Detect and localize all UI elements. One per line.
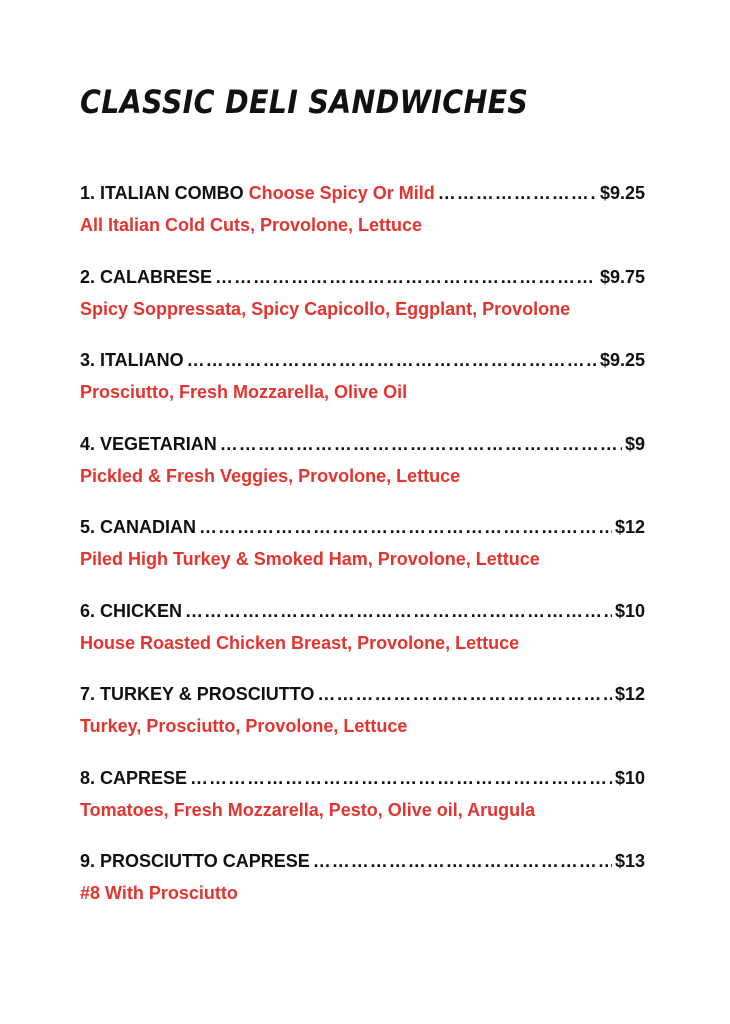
dot-leader: [190, 768, 612, 789]
item-name: 9. PROSCIUTTO CAPRESE: [80, 851, 310, 871]
item-name: 4. VEGETARIAN: [80, 433, 217, 454]
menu-title: CLASSIC DELI SANDWICHES: [80, 84, 529, 121]
dot-leader: [185, 601, 612, 622]
dot-leader: [438, 183, 597, 204]
item-price: $12: [614, 684, 645, 704]
item-line: [80, 601, 645, 633]
item-description: Pickled & Fresh Veggies, Provolone, Lettuce: [80, 465, 461, 486]
item-name: 8. CAPRESE: [80, 767, 188, 788]
dot-leader: [220, 434, 622, 455]
item-description: All Italian Cold Cuts, Provolone, Lettuce: [80, 215, 423, 235]
item-line: [80, 851, 645, 883]
item-line: [80, 267, 645, 299]
menu-item-chicken: [80, 601, 645, 685]
item-price: $9: [624, 433, 645, 454]
dot-leader: [317, 684, 612, 705]
menu-item-calabrese: [80, 267, 645, 351]
item-description: Piled High Turkey & Smoked Ham, Provolone, Lettuce: [80, 549, 540, 569]
item-name: 1. ITALIAN COMBO: [80, 183, 244, 203]
item-price: $10: [614, 767, 645, 788]
item-name: 5. CANADIAN: [80, 517, 197, 537]
dot-leader: [199, 517, 612, 538]
item-note: Choose Spicy Or Mild: [248, 183, 435, 203]
item-description: Spicy Soppressata, Spicy Capicollo, Eggplant, Provolone: [80, 298, 571, 319]
menu-item-vegetarian: [80, 434, 645, 518]
item-line: [80, 183, 645, 215]
dot-leader: [187, 350, 597, 371]
menu-item-caprese: [80, 768, 645, 852]
item-price: $9.25: [599, 350, 645, 370]
item-description: Tomatoes, Fresh Mozzarella, Pesto, Olive oil, Arugula: [80, 799, 536, 820]
item-description: House Roasted Chicken Breast, Provolone, Lettuce: [80, 632, 520, 653]
item-price: $13: [614, 851, 645, 871]
menu-item-italian-combo: [80, 183, 645, 267]
item-line: [80, 768, 645, 800]
item-name: 7. TURKEY & PROSCIUTTO: [80, 684, 315, 704]
item-line: [80, 517, 645, 549]
item-name: 6. CHICKEN: [80, 600, 183, 621]
item-line: [80, 350, 645, 382]
menu-item-turkey-prosciutto: [80, 684, 645, 768]
menu-item-prosciutto-caprese: [80, 851, 645, 935]
item-price: $12: [614, 517, 645, 537]
item-price: $10: [614, 600, 645, 621]
item-name: 3. ITALIANO: [80, 350, 184, 370]
item-line: [80, 434, 645, 466]
item-name: 2. CALABRESE: [80, 266, 213, 287]
item-price: $9.75: [599, 266, 645, 287]
menu-item-canadian: [80, 517, 645, 601]
menu-list: [80, 183, 645, 935]
menu-item-italiano: [80, 350, 645, 434]
item-description: Turkey, Prosciutto, Provolone, Lettuce: [80, 716, 408, 736]
item-description: Prosciutto, Fresh Mozzarella, Olive Oil: [80, 382, 408, 402]
item-line: [80, 684, 645, 716]
dot-leader: [313, 851, 612, 872]
item-price: $9.25: [599, 183, 645, 203]
item-description: #8 With Prosciutto: [80, 883, 238, 903]
dot-leader: [215, 267, 597, 288]
